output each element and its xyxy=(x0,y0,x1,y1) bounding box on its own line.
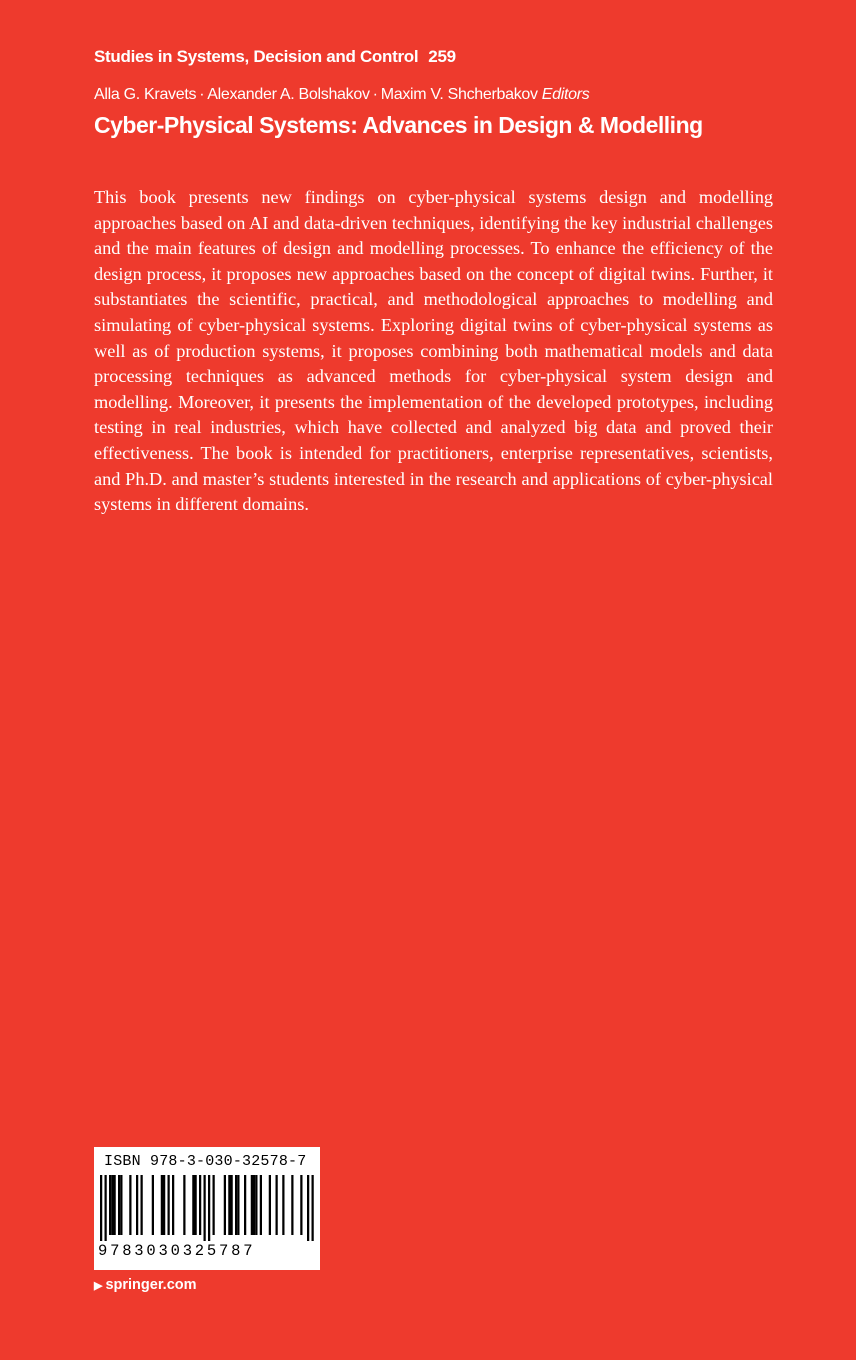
triangle-right-icon: ▶ xyxy=(94,1280,103,1292)
series-volume: 259 xyxy=(428,47,456,66)
barcode-bar xyxy=(120,1175,122,1235)
editors-role-label: Editors xyxy=(541,86,590,103)
barcode-bar xyxy=(213,1175,215,1235)
barcode-bar xyxy=(111,1175,113,1235)
barcode-bar xyxy=(237,1175,239,1235)
ean-digits: 9783030325787 xyxy=(98,1242,256,1260)
editor-separator: · xyxy=(199,86,205,103)
barcode-bar xyxy=(192,1175,194,1235)
barcode-bar xyxy=(183,1175,185,1235)
barcode-bar xyxy=(224,1175,226,1235)
barcode-bar xyxy=(199,1175,201,1235)
barcode-bar xyxy=(235,1175,237,1235)
barcode-bar xyxy=(300,1175,302,1235)
barcode-bar xyxy=(253,1175,255,1235)
barcode-bar xyxy=(152,1175,154,1235)
barcode-bar xyxy=(105,1175,107,1241)
barcode-bar xyxy=(312,1175,314,1241)
barcode-bar xyxy=(204,1175,206,1241)
book-description: This book presents new findings on cyber-physical systems design and modelling approaches based on AI and data-driven techniques, identifying the key industrial challenges and the main features of design and modelling processes. To enhance the efficiency of the design process, it proposes new approaches based on the concept of digital twins. Further, it substantiates the scientific, practical, and methodological approaches to modelling and simulating of cyber-physical systems. Exploring digital twins of cyber-physical systems as well as of production systems, it proposes combining both mathematical models and data processing techniques as advanced methods for cyber-physical system design and modelling. Moreover, it presents the implementation of the developed prototypes, including testing in real industries, which have collected and analyzed big data and proved their effectiveness. The book is intended for practitioners, enterprise representatives, scientists, and Ph.D. and master’s students interested in the research and applications of cyber-physical systems in different domains. xyxy=(94,187,773,515)
barcode-bar xyxy=(269,1175,271,1235)
barcode-bar xyxy=(208,1175,210,1241)
barcode-bar xyxy=(228,1175,230,1235)
barcode-bar xyxy=(307,1175,309,1241)
barcode-bar xyxy=(161,1175,163,1235)
barcode-bar xyxy=(172,1175,174,1235)
book-title: Cyber-Physical Systems: Advances in Design & Modelling xyxy=(94,112,703,138)
barcode-bar xyxy=(260,1175,262,1235)
isbn-label: ISBN 978-3-030-32578-7 xyxy=(104,1153,307,1170)
barcode-bar xyxy=(276,1175,278,1235)
barcode-bar xyxy=(195,1175,197,1235)
barcode-bar xyxy=(114,1175,116,1235)
editor-name: Alexander A. Bolshakov xyxy=(207,86,370,103)
barcode-bar xyxy=(251,1175,253,1235)
barcode-bar xyxy=(282,1175,284,1235)
barcode-bar xyxy=(255,1175,257,1235)
series-line xyxy=(94,47,456,67)
editor-name: Alla G. Kravets xyxy=(94,86,197,103)
editor-separator: · xyxy=(372,86,378,103)
barcode-bar xyxy=(129,1175,131,1235)
ean-barcode xyxy=(100,1175,314,1241)
series-name: Studies in Systems, Decision and Control xyxy=(94,47,419,66)
barcode-bar xyxy=(231,1175,233,1235)
publisher-website: springer.com xyxy=(105,1277,197,1293)
barcode-bar xyxy=(291,1175,293,1235)
barcode-bar xyxy=(141,1175,143,1235)
barcode-bar xyxy=(168,1175,170,1235)
barcode-bar xyxy=(109,1175,111,1235)
barcode-bar xyxy=(244,1175,246,1235)
barcode-bar xyxy=(163,1175,165,1235)
barcode-bar xyxy=(136,1175,138,1235)
editor-name: Maxim V. Shcherbakov xyxy=(380,86,538,103)
editors-line xyxy=(94,86,589,104)
publisher-link[interactable] xyxy=(94,1277,197,1293)
barcode-bar xyxy=(118,1175,120,1235)
barcode-panel xyxy=(94,1147,320,1270)
barcode-bar xyxy=(100,1175,102,1241)
